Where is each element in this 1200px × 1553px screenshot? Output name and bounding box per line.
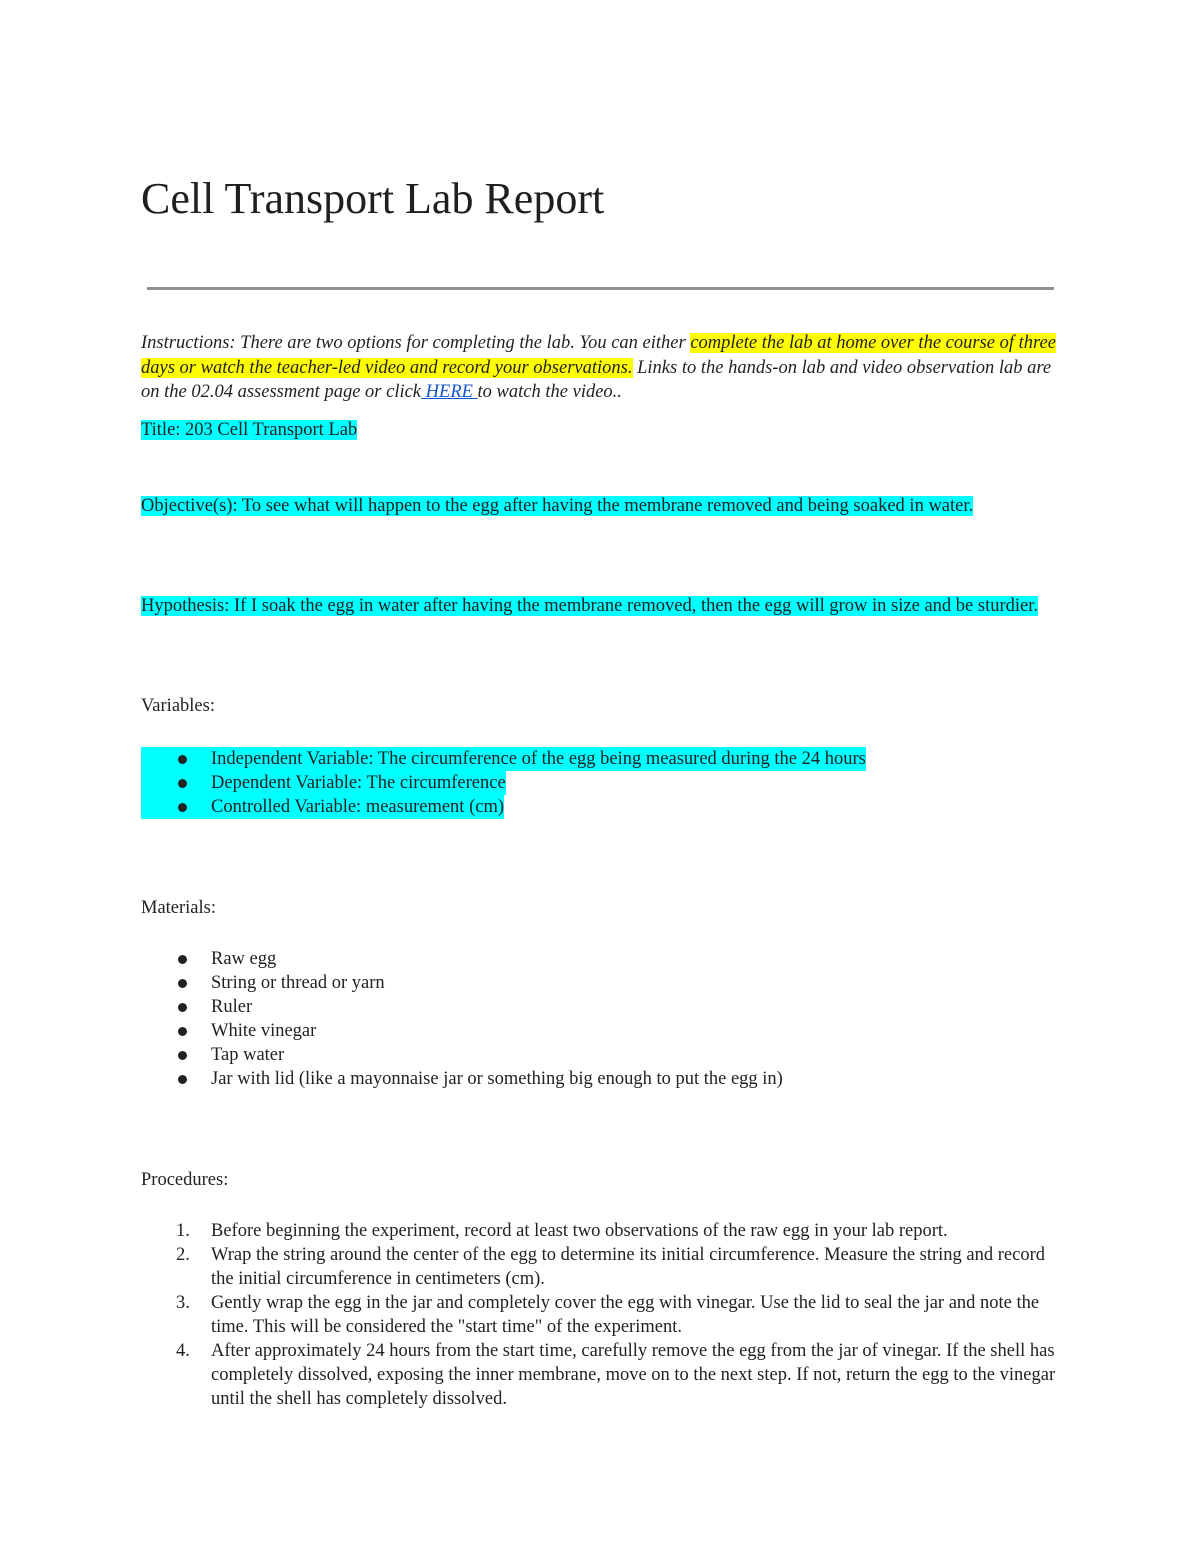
list-item [141, 947, 1061, 971]
list-item [141, 771, 1061, 795]
lab-title-text: Title: 203 Cell Transport Lab [141, 420, 358, 440]
variable-text: Controlled Variable: measurement (cm) [211, 797, 504, 817]
procedures-heading: Procedures: [141, 1170, 229, 1190]
step-number: 4. [176, 1341, 190, 1361]
bullet-icon [178, 1003, 187, 1012]
bullet-icon [178, 979, 187, 988]
list-item [141, 1043, 1061, 1067]
hypothesis-text: Hypothesis: If I soak the egg in water after having the membrane removed, then the egg will grow in size and be sturdier. [141, 596, 1038, 616]
step-text: Gently wrap the egg in the jar and completely cover the egg with vinegar. Use the lid to seal the jar and note the time. This will be considered the "start time" of the experiment. [211, 1293, 1040, 1337]
material-text: Ruler [211, 997, 253, 1017]
instructions-paragraph [141, 331, 1061, 405]
materials-heading: Materials: [141, 898, 217, 918]
list-item [141, 1019, 1061, 1043]
objective-paragraph [141, 494, 1061, 519]
material-text: Tap water [211, 1045, 285, 1065]
procedures-list [141, 1219, 1061, 1411]
hypothesis-paragraph [141, 594, 1061, 619]
material-text: String or thread or yarn [211, 973, 385, 993]
bullet-icon [178, 803, 187, 812]
bullet-icon [178, 755, 187, 764]
list-item [141, 1339, 1061, 1411]
step-text: Before beginning the experiment, record at least two observations of the raw egg in your lab report. [211, 1221, 948, 1241]
bullet-icon [178, 779, 187, 788]
instructions-highlight: complete the lab at home over the course of three days or watch the teacher-led video and record your observations. [141, 333, 1056, 378]
list-item [141, 1219, 1061, 1243]
list-item [141, 971, 1061, 995]
step-number: 3. [176, 1293, 190, 1313]
list-item [141, 747, 1061, 771]
list-item [141, 1067, 1061, 1091]
document-title: Cell Transport Lab Report [141, 174, 605, 223]
instructions-middle: Links to the hands-on lab and video observation lab are on the 02.04 assessment page or click [141, 357, 1052, 402]
step-number: 2. [176, 1245, 190, 1265]
bullet-icon [178, 1051, 187, 1060]
bullet-icon [178, 955, 187, 964]
objective-text: Objective(s): To see what will happen to the egg after having the membrane removed and being soaked in water. [141, 496, 974, 516]
bullet-icon [178, 1075, 187, 1084]
material-text: Jar with lid (like a mayonnaise jar or something big enough to put the egg in) [211, 1069, 783, 1089]
step-number: 1. [176, 1221, 190, 1241]
bullet-icon [178, 1027, 187, 1036]
instructions-prefix: Instructions: There are two options for completing the lab. You can either [141, 333, 691, 353]
list-item [141, 1243, 1061, 1291]
materials-list [141, 947, 1061, 1091]
variable-text: Independent Variable: The circumference of the egg being measured during the 24 hours [211, 749, 866, 769]
step-text: Wrap the string around the center of the egg to determine its initial circumference. Measure the string and record the initial circumference in centimeters (cm). [211, 1245, 1045, 1289]
lab-title-line [141, 418, 1061, 443]
list-item [141, 1291, 1061, 1339]
horizontal-rule [147, 287, 1054, 290]
material-text: White vinegar [211, 1021, 317, 1041]
step-text: After approximately 24 hours from the start time, carefully remove the egg from the jar of vinegar. If the shell has completely dissolved, exposing the inner membrane, move on to the next step. If not, return the egg to the vinegar until the shell has completely dissolved. [211, 1341, 1056, 1409]
list-item [141, 995, 1061, 1019]
variable-text: Dependent Variable: The circumference [211, 773, 506, 793]
instructions-suffix: to watch the video.. [477, 382, 622, 402]
here-link[interactable]: HERE [421, 382, 478, 402]
list-item [141, 795, 1061, 819]
variables-list [141, 747, 1061, 819]
variables-heading: Variables: [141, 696, 215, 716]
material-text: Raw egg [211, 949, 277, 969]
